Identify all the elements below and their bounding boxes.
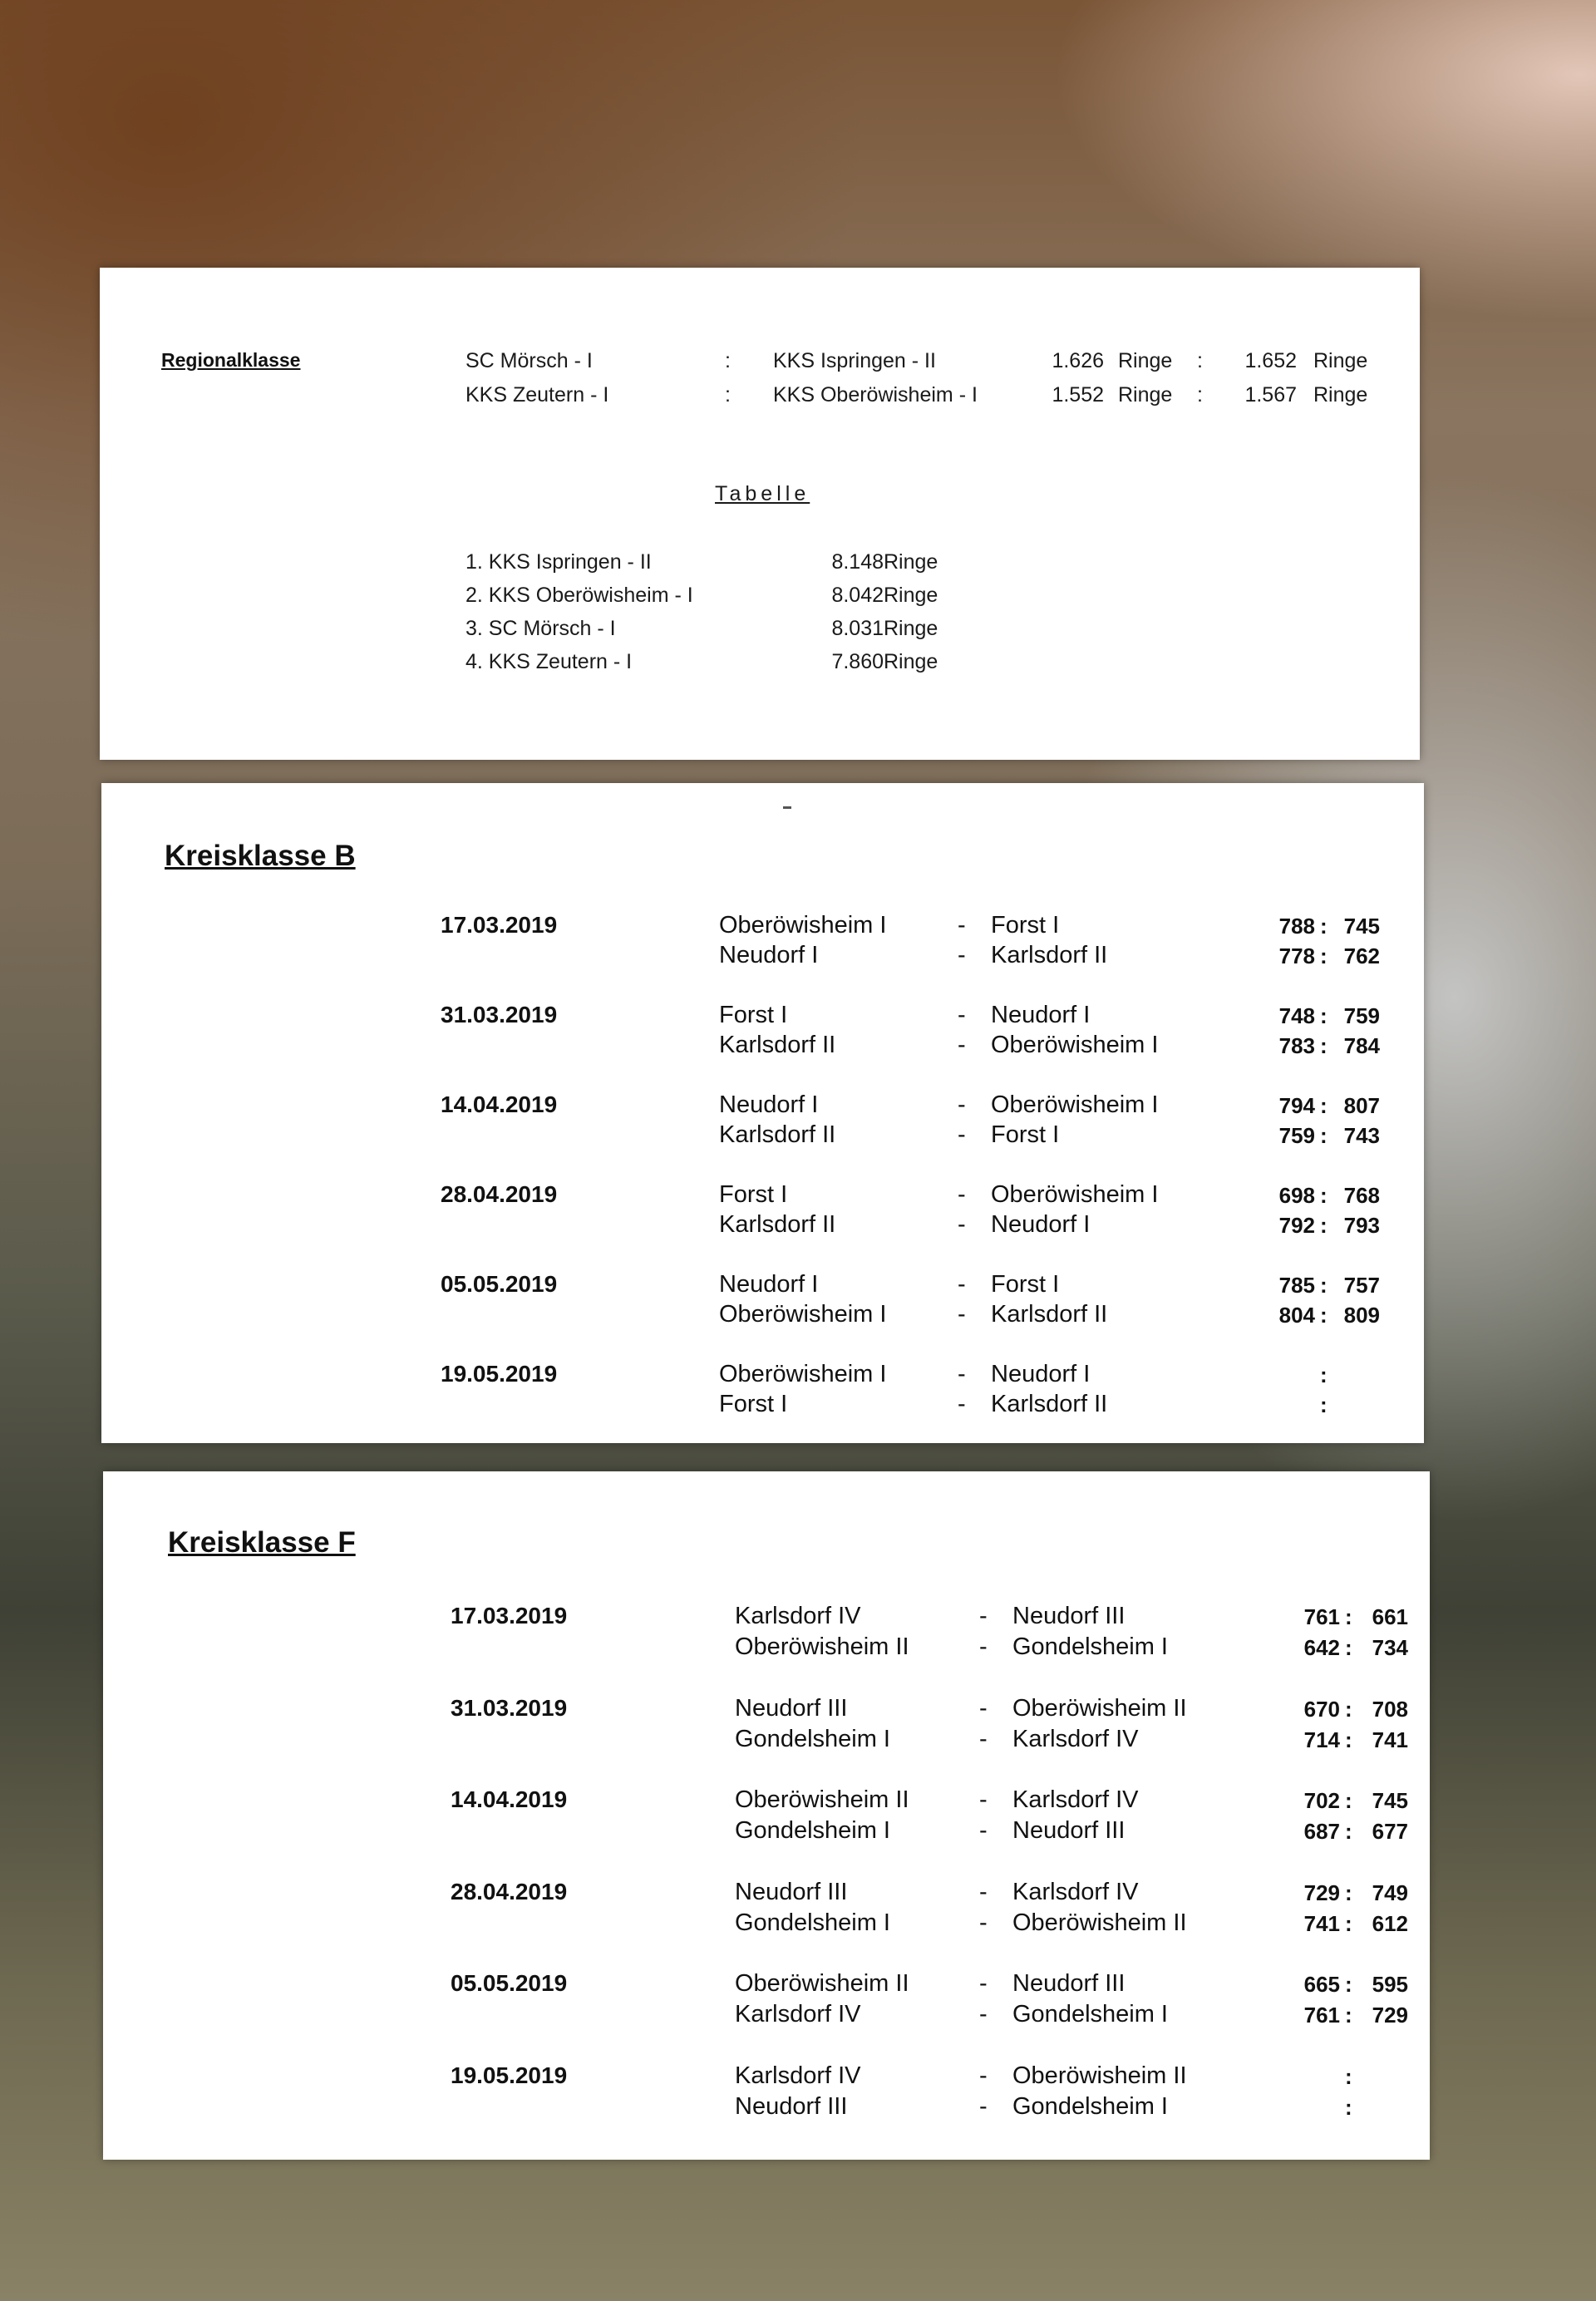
score-colon: : bbox=[1345, 1819, 1352, 1845]
match-dash: - bbox=[958, 1091, 966, 1118]
score-colon: : bbox=[1345, 2064, 1352, 2089]
away-team: Neudorf I bbox=[991, 1361, 1091, 1387]
away-team: Neudorf III bbox=[1012, 1603, 1126, 1629]
match-date: 19.05.2019 bbox=[441, 1361, 558, 1387]
score-colon: : bbox=[1345, 1972, 1352, 1998]
away-team: Karlsdorf II bbox=[991, 942, 1108, 968]
away-team: Neudorf I bbox=[991, 1002, 1091, 1028]
away-team: Oberöwisheim I bbox=[991, 1091, 1159, 1118]
score-colon: : bbox=[1320, 1362, 1328, 1387]
home-score: 792 bbox=[1278, 1213, 1315, 1238]
away-score: 749 bbox=[1372, 1880, 1408, 1905]
standings-unit: Ringe bbox=[884, 617, 938, 640]
match-dash: - bbox=[958, 1301, 966, 1328]
match-away-unit: Ringe bbox=[1313, 349, 1368, 372]
home-team: Karlsdorf II bbox=[719, 1121, 836, 1148]
match-dash: - bbox=[979, 1603, 988, 1629]
home-team: Karlsdorf II bbox=[719, 1032, 836, 1058]
home-score: 702 bbox=[1303, 1788, 1340, 1814]
away-team: Neudorf I bbox=[991, 1211, 1091, 1238]
score-colon: : bbox=[1345, 2003, 1352, 2028]
match-dash: - bbox=[979, 2001, 988, 2028]
home-team: Gondelsheim I bbox=[735, 1725, 890, 1752]
match-dash: - bbox=[979, 1725, 988, 1752]
home-score: 698 bbox=[1278, 1183, 1315, 1208]
score-colon: : bbox=[1345, 1604, 1352, 1629]
away-score: 807 bbox=[1343, 1093, 1380, 1118]
standings-unit: Ringe bbox=[884, 584, 938, 607]
away-team: Karlsdorf IV bbox=[1012, 1725, 1139, 1752]
standings-team: 4. KKS Zeutern - I bbox=[466, 650, 633, 673]
match-date: 31.03.2019 bbox=[451, 1694, 568, 1721]
home-score: 748 bbox=[1278, 1003, 1315, 1028]
match-dash: - bbox=[958, 1361, 966, 1387]
home-team: Forst I bbox=[719, 1002, 788, 1028]
match-dash: - bbox=[979, 1694, 988, 1722]
home-score: 761 bbox=[1303, 1604, 1340, 1629]
kreisklasse-b-title: Kreisklasse B bbox=[165, 840, 356, 872]
away-team: Oberöwisheim I bbox=[991, 1181, 1159, 1208]
away-score: 759 bbox=[1343, 1003, 1380, 1028]
page-mark bbox=[783, 806, 791, 809]
away-team: Gondelsheim I bbox=[1012, 1633, 1168, 1660]
away-score: 793 bbox=[1343, 1213, 1380, 1238]
standings-score: 8.148 bbox=[831, 550, 884, 574]
match-dash: - bbox=[958, 1121, 966, 1148]
away-score: 745 bbox=[1343, 914, 1380, 939]
score-colon: : bbox=[1320, 1273, 1328, 1298]
home-team: Oberöwisheim II bbox=[735, 1970, 909, 1998]
match-dash: - bbox=[958, 1271, 966, 1298]
match-home: KKS Zeutern - I bbox=[466, 383, 609, 406]
away-score: 741 bbox=[1372, 1727, 1408, 1752]
home-score: 687 bbox=[1303, 1819, 1340, 1845]
home-score: 729 bbox=[1303, 1880, 1340, 1905]
home-team: Karlsdorf IV bbox=[735, 2001, 861, 2028]
match-date: 05.05.2019 bbox=[441, 1271, 558, 1297]
away-team: Gondelsheim I bbox=[1012, 2001, 1168, 2028]
kreisklasse-f-title: Kreisklasse F bbox=[168, 1526, 356, 1559]
score-colon: : bbox=[1345, 1788, 1352, 1814]
kreisklasse-b-page bbox=[101, 783, 1424, 1443]
away-score: 729 bbox=[1372, 2003, 1408, 2028]
home-team: Neudorf I bbox=[719, 942, 819, 968]
match-date: 14.04.2019 bbox=[441, 1091, 558, 1117]
away-score: 809 bbox=[1343, 1303, 1380, 1328]
home-team: Oberöwisheim II bbox=[735, 1786, 909, 1814]
home-team: Karlsdorf IV bbox=[735, 2062, 861, 2089]
match-dash: - bbox=[979, 1970, 988, 1998]
home-team: Neudorf III bbox=[735, 2093, 848, 2120]
match-dash: - bbox=[979, 1786, 988, 1814]
score-colon: : bbox=[1345, 1910, 1352, 1936]
match-dash: - bbox=[958, 1181, 966, 1208]
away-team: Oberöwisheim II bbox=[1012, 2062, 1187, 2089]
away-score: 784 bbox=[1343, 1033, 1380, 1058]
match-away: KKS Ispringen - II bbox=[773, 349, 936, 372]
away-team: Oberöwisheim II bbox=[1012, 1909, 1187, 1936]
home-team: Forst I bbox=[719, 1181, 788, 1208]
score-colon: : bbox=[1345, 1880, 1352, 1905]
match-date: 19.05.2019 bbox=[451, 2062, 568, 2088]
home-score: 665 bbox=[1303, 1972, 1340, 1998]
home-score: 741 bbox=[1303, 1910, 1340, 1936]
home-score: 714 bbox=[1303, 1727, 1340, 1752]
away-score: 743 bbox=[1343, 1123, 1380, 1148]
standings-unit: Ringe bbox=[884, 550, 938, 574]
match-away-score: 1.567 bbox=[1244, 383, 1297, 406]
match-separator: : bbox=[725, 383, 731, 406]
match-dash: - bbox=[958, 912, 966, 939]
match-date: 28.04.2019 bbox=[451, 1878, 568, 1904]
match-colon: : bbox=[1197, 349, 1203, 372]
match-date: 31.03.2019 bbox=[441, 1002, 558, 1027]
score-colon: : bbox=[1320, 1183, 1328, 1208]
away-team: Karlsdorf IV bbox=[1012, 1878, 1139, 1905]
match-away-score: 1.652 bbox=[1244, 349, 1297, 372]
table-title: Tabelle bbox=[715, 482, 810, 505]
match-dash: - bbox=[958, 1032, 966, 1058]
score-colon: : bbox=[1345, 2095, 1352, 2120]
home-team: Neudorf I bbox=[719, 1271, 819, 1298]
match-date: 05.05.2019 bbox=[451, 1970, 568, 1997]
home-team: Neudorf III bbox=[735, 1878, 848, 1905]
home-team: Karlsdorf IV bbox=[735, 1603, 861, 1629]
away-team: Karlsdorf II bbox=[991, 1301, 1108, 1328]
away-score: 612 bbox=[1372, 1910, 1408, 1936]
match-home: SC Mörsch - I bbox=[466, 349, 593, 372]
match-away-unit: Ringe bbox=[1313, 383, 1368, 406]
match-dash: - bbox=[958, 1391, 966, 1417]
away-team: Oberöwisheim II bbox=[1012, 1694, 1187, 1722]
away-team: Forst I bbox=[991, 1271, 1060, 1298]
away-score: 762 bbox=[1343, 944, 1380, 968]
home-score: 670 bbox=[1303, 1696, 1340, 1722]
home-score: 783 bbox=[1278, 1033, 1315, 1058]
home-team: Forst I bbox=[719, 1391, 788, 1417]
home-team: Gondelsheim I bbox=[735, 1817, 890, 1845]
score-colon: : bbox=[1320, 1123, 1328, 1148]
regionalklasse-title: Regionalklasse bbox=[161, 349, 301, 371]
match-colon: : bbox=[1197, 383, 1203, 406]
standings-team: 2. KKS Oberöwisheim - I bbox=[466, 584, 693, 607]
away-score: 734 bbox=[1372, 1635, 1408, 1660]
home-team: Neudorf III bbox=[735, 1694, 848, 1722]
regionalklasse-page bbox=[100, 268, 1420, 760]
away-team: Karlsdorf IV bbox=[1012, 1786, 1139, 1814]
away-score: 757 bbox=[1343, 1273, 1380, 1298]
match-date: 17.03.2019 bbox=[451, 1603, 568, 1628]
match-dash: - bbox=[958, 1002, 966, 1028]
match-date: 14.04.2019 bbox=[451, 1786, 568, 1813]
home-score: 785 bbox=[1278, 1273, 1315, 1298]
match-dash: - bbox=[979, 1878, 988, 1905]
score-colon: : bbox=[1320, 944, 1328, 968]
score-colon: : bbox=[1345, 1635, 1352, 1660]
away-score: 661 bbox=[1372, 1604, 1408, 1629]
match-separator: : bbox=[725, 349, 731, 372]
home-team: Oberöwisheim I bbox=[719, 1301, 887, 1328]
kreisklasse-f-page bbox=[103, 1471, 1430, 2160]
match-dash: - bbox=[979, 2093, 988, 2120]
home-score: 642 bbox=[1303, 1635, 1340, 1660]
score-colon: : bbox=[1320, 1303, 1328, 1328]
home-team: Oberöwisheim I bbox=[719, 1361, 887, 1387]
away-team: Gondelsheim I bbox=[1012, 2093, 1168, 2120]
home-team: Oberöwisheim I bbox=[719, 912, 887, 939]
away-team: Karlsdorf II bbox=[991, 1391, 1108, 1417]
match-home-unit: Ringe bbox=[1118, 349, 1173, 372]
match-home-score: 1.552 bbox=[1052, 383, 1104, 406]
score-colon: : bbox=[1320, 1033, 1328, 1058]
standings-team: 1. KKS Ispringen - II bbox=[466, 550, 652, 574]
away-team: Neudorf III bbox=[1012, 1817, 1126, 1845]
standings-score: 8.042 bbox=[831, 584, 884, 607]
score-colon: : bbox=[1345, 1727, 1352, 1752]
away-team: Oberöwisheim I bbox=[991, 1032, 1159, 1058]
away-score: 708 bbox=[1372, 1696, 1408, 1722]
match-home-unit: Ringe bbox=[1118, 383, 1173, 406]
match-dash: - bbox=[979, 1817, 988, 1845]
home-team: Gondelsheim I bbox=[735, 1909, 890, 1936]
match-date: 28.04.2019 bbox=[441, 1181, 558, 1207]
match-dash: - bbox=[979, 2062, 988, 2089]
home-score: 804 bbox=[1278, 1303, 1315, 1328]
home-score: 761 bbox=[1303, 2003, 1340, 2028]
standings-score: 7.860 bbox=[831, 650, 884, 673]
home-score: 794 bbox=[1278, 1093, 1315, 1118]
home-score: 788 bbox=[1278, 914, 1315, 939]
away-team: Forst I bbox=[991, 912, 1060, 939]
home-team: Oberöwisheim II bbox=[735, 1633, 909, 1660]
match-dash: - bbox=[979, 1633, 988, 1660]
home-score: 778 bbox=[1278, 944, 1315, 968]
score-colon: : bbox=[1320, 1003, 1328, 1028]
away-score: 677 bbox=[1372, 1819, 1408, 1845]
score-colon: : bbox=[1320, 1392, 1328, 1417]
score-colon: : bbox=[1320, 1213, 1328, 1238]
standings-score: 8.031 bbox=[831, 617, 884, 640]
match-dash: - bbox=[958, 942, 966, 968]
score-colon: : bbox=[1345, 1696, 1352, 1722]
home-team: Karlsdorf II bbox=[719, 1211, 836, 1238]
match-away: KKS Oberöwisheim - I bbox=[773, 383, 978, 406]
standings-team: 3. SC Mörsch - I bbox=[466, 617, 616, 640]
away-team: Forst I bbox=[991, 1121, 1060, 1148]
standings-unit: Ringe bbox=[884, 650, 938, 673]
match-home-score: 1.626 bbox=[1052, 349, 1104, 372]
score-colon: : bbox=[1320, 914, 1328, 939]
away-score: 768 bbox=[1343, 1183, 1380, 1208]
away-score: 745 bbox=[1372, 1788, 1408, 1814]
home-team: Neudorf I bbox=[719, 1091, 819, 1118]
away-team: Neudorf III bbox=[1012, 1970, 1126, 1998]
score-colon: : bbox=[1320, 1093, 1328, 1118]
match-date: 17.03.2019 bbox=[441, 912, 558, 938]
match-dash: - bbox=[958, 1211, 966, 1238]
home-score: 759 bbox=[1278, 1123, 1315, 1148]
away-score: 595 bbox=[1372, 1972, 1408, 1998]
match-dash: - bbox=[979, 1909, 988, 1936]
